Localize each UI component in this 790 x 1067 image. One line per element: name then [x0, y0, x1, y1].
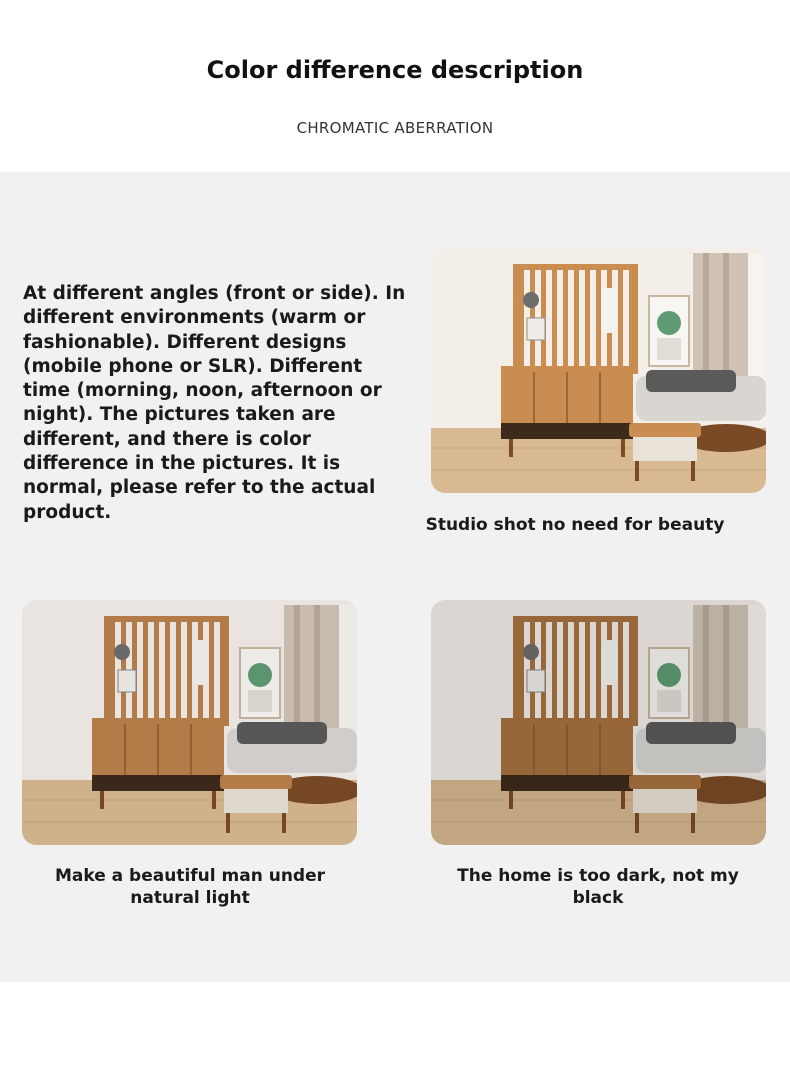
furniture-scene	[431, 600, 766, 845]
caption-studio: Studio shot no need for beauty	[425, 515, 725, 535]
product-photo-dark-home	[431, 600, 766, 845]
product-photo-natural-light	[22, 600, 357, 845]
page-title: Color difference description	[206, 56, 584, 84]
product-photo-studio	[431, 248, 766, 493]
page-subtitle: CHROMATIC ABERRATION	[296, 119, 494, 137]
footer	[0, 982, 790, 1067]
furniture-scene	[22, 600, 357, 845]
description-text: At different angles (front or side). In different environments (warm or fashionable). Different designs (mobile phone or SLR). Different time (morning, noon, afternoon or night). The pictures taken are different, and there is color difference in the pictures. It is normal, please refer to the actual product.	[23, 283, 406, 523]
caption-natural-light: Make a beautiful man under natural light	[54, 866, 326, 908]
caption-dark-home: The home is too dark, not my black	[457, 866, 739, 908]
header	[0, 0, 790, 172]
furniture-scene	[431, 248, 766, 493]
